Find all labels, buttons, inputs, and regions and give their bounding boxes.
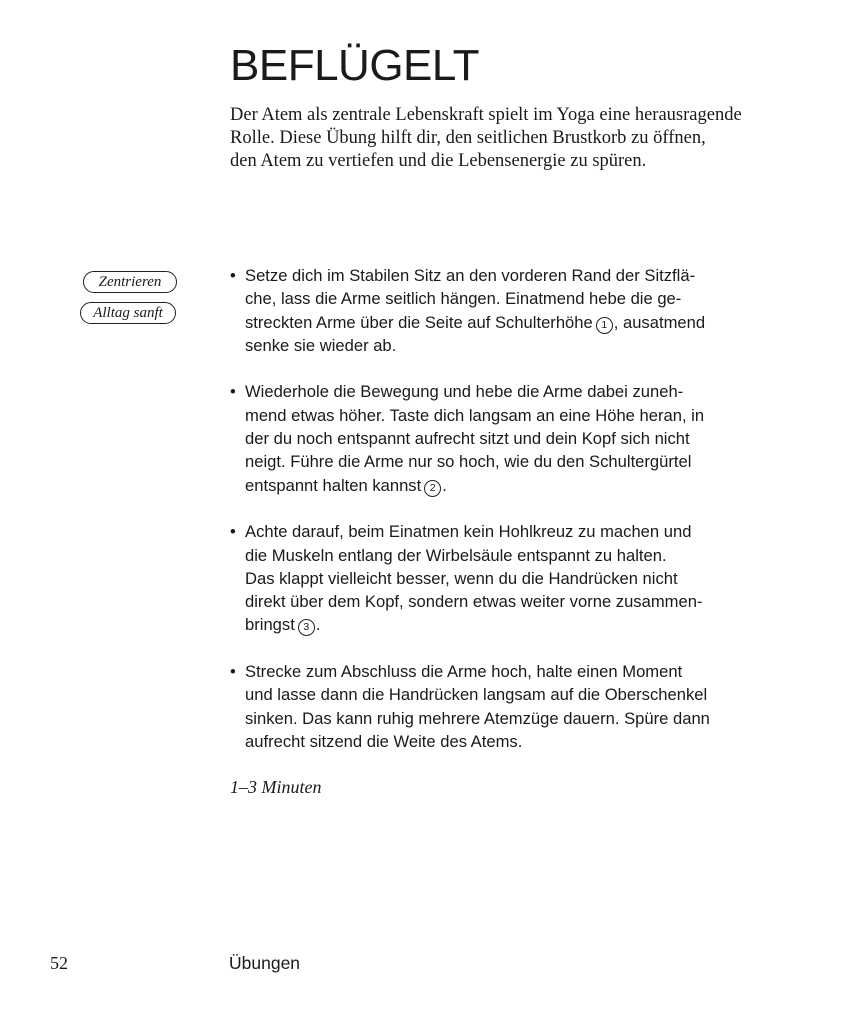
step-text: bringst [245,615,295,635]
step-line: Strecke zum Abschluss die Arme hoch, halte einen Moment [245,662,683,682]
figure-ref-3: 3 [298,619,315,636]
instruction-step-4 [230,660,790,753]
step-text: streckten Arme über die Seite auf Schulterhöhe [245,312,593,332]
bullet-icon: • [230,522,236,542]
bullet-icon: • [230,662,236,682]
bullet-icon: • [230,266,236,285]
step-line: sinken. Das kann ruhig mehrere Atemzüge dauern. Spüre dann [245,708,710,728]
step-line [245,311,790,334]
intro-line: Der Atem als zentrale Lebenskraft spielt im Yoga eine herausragende [230,105,742,125]
tag-zentrieren: Zentrieren [83,271,177,293]
step-line: direkt über dem Kopf, sondern etwas weiter vorne zusammen- [245,592,703,612]
step-line: che, lass die Arme seitlich hängen. Einatmend hebe die ge- [245,289,682,309]
step-line: aufrecht sitzend die Weite des Atems. [245,731,523,751]
section-name: Übungen [229,953,301,973]
instruction-step-2 [230,380,790,496]
step-line: Wiederhole die Bewegung und hebe die Arme dabei zuneh- [245,382,684,402]
instruction-step-1 [230,264,790,357]
step-text: . [442,475,447,495]
step-text: . [315,615,321,635]
page-number: 52 [50,953,68,973]
step-line: und lasse dann die Handrücken langsam auf die Oberschenkel [245,685,708,705]
intro-line: Rolle. Diese Übung hilft dir, den seitlichen Brustkorb zu öffnen, [230,128,706,148]
step-text: , ausatmend [613,312,706,332]
step-line: neigt. Führe die Arme nur so hoch, wie du den Schultergürtel [245,452,692,472]
intro-paragraph [230,104,770,173]
bullet-icon: • [230,382,236,402]
instruction-step-3 [230,520,790,636]
instruction-list [230,264,790,753]
duration-note: 1–3 Minuten [230,777,322,797]
step-line: Achte darauf, beim Einatmen kein Hohlkreuz zu machen und [245,522,692,542]
step-line: die Muskeln entlang der Wirbelsäule entspannt zu halten. [245,545,667,565]
step-line [245,474,790,497]
tag-alltag-sanft: Alltag sanft [80,302,176,324]
figure-ref-2: 2 [424,480,441,497]
step-line: Setze dich im Stabilen Sitz an den vorderen Rand der Sitzflä- [245,266,696,285]
step-text: entspannt halten kannst [245,475,422,495]
page-title: BEFLÜGELT [230,41,479,90]
step-line: Das klappt vielleicht besser, wenn du die Handrücken nicht [245,568,678,588]
step-line: der du noch entspannt aufrecht sitzt und dein Kopf sich nicht [245,429,690,449]
step-line: mend etwas höher. Taste dich langsam an eine Höhe heran, in [245,405,705,425]
step-line: senke sie wieder ab. [245,335,397,355]
category-tags [80,271,176,333]
step-line [245,613,790,636]
intro-line: den Atem zu vertiefen und die Lebensenergie zu spüren. [230,151,647,171]
figure-ref-1: 1 [596,317,613,334]
